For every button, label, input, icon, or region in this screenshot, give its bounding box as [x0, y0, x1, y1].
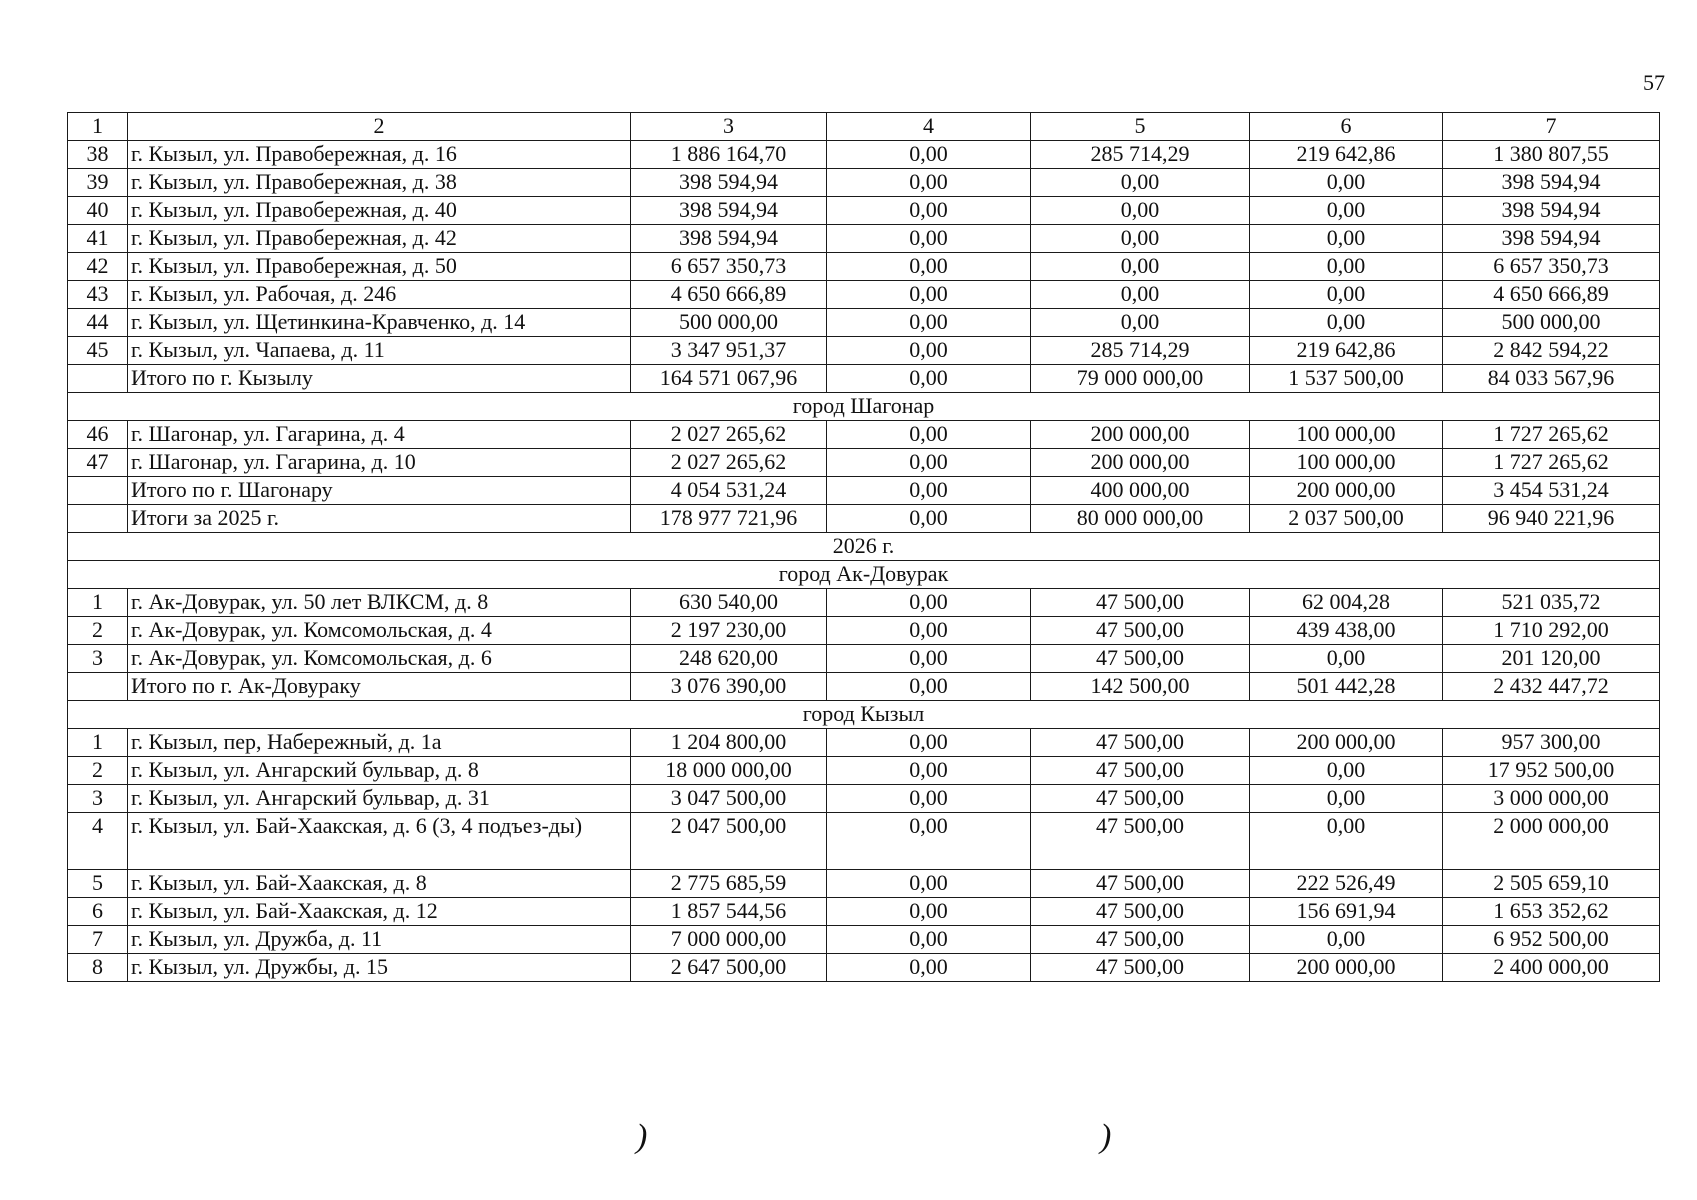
- row-number-cell: [68, 365, 128, 393]
- address-cell: г. Кызыл, ул. Дружба, д. 11: [128, 926, 631, 954]
- amount-col-3-cell: 1 857 544,56: [631, 898, 827, 926]
- amount-col-5-cell: 47 500,00: [1031, 589, 1250, 617]
- amount-col-7-cell: 1 380 807,55: [1443, 141, 1660, 169]
- amount-col-6-cell: 100 000,00: [1250, 421, 1443, 449]
- table-row: [68, 253, 1660, 281]
- column-number-header-row: [68, 113, 1660, 141]
- table-row: [68, 589, 1660, 617]
- amount-col-3-cell: 398 594,94: [631, 169, 827, 197]
- amount-col-3-cell: 7 000 000,00: [631, 926, 827, 954]
- amount-col-7-cell: 2 000 000,00: [1443, 813, 1660, 870]
- amount-col-4-cell: 0,00: [827, 729, 1031, 757]
- amount-col-5-cell: 0,00: [1031, 225, 1250, 253]
- total-row: [68, 673, 1660, 701]
- amount-col-4-cell: 0,00: [827, 169, 1031, 197]
- amount-col-7-cell: 17 952 500,00: [1443, 757, 1660, 785]
- amount-col-7-cell: 1 653 352,62: [1443, 898, 1660, 926]
- section-heading-row: [68, 701, 1660, 729]
- amount-col-5-cell: 80 000 000,00: [1031, 505, 1250, 533]
- amount-col-7-cell: 521 035,72: [1443, 589, 1660, 617]
- row-number-cell: 38: [68, 141, 128, 169]
- row-number-cell: 43: [68, 281, 128, 309]
- section-heading-row: [68, 533, 1660, 561]
- amount-col-7-cell: 398 594,94: [1443, 169, 1660, 197]
- amount-col-4-cell: 0,00: [827, 365, 1031, 393]
- row-number-cell: 45: [68, 337, 128, 365]
- table-row: [68, 225, 1660, 253]
- row-number-cell: 46: [68, 421, 128, 449]
- amount-col-6-cell: 0,00: [1250, 309, 1443, 337]
- row-number-cell: 1: [68, 729, 128, 757]
- amount-col-3-cell: 3 047 500,00: [631, 785, 827, 813]
- address-cell: Итого по г. Кызылу: [128, 365, 631, 393]
- amount-col-4-cell: 0,00: [827, 673, 1031, 701]
- amount-col-7-cell: 2 842 594,22: [1443, 337, 1660, 365]
- amount-col-7-cell: 398 594,94: [1443, 225, 1660, 253]
- row-number-cell: 41: [68, 225, 128, 253]
- amount-col-7-cell: 3 454 531,24: [1443, 477, 1660, 505]
- amount-col-3-cell: 3 347 951,37: [631, 337, 827, 365]
- amount-col-3-cell: 1 886 164,70: [631, 141, 827, 169]
- amount-col-6-cell: 0,00: [1250, 281, 1443, 309]
- amount-col-6-cell: 200 000,00: [1250, 954, 1443, 982]
- table-row: [68, 870, 1660, 898]
- address-cell: г. Кызыл, ул. Правобережная, д. 16: [128, 141, 631, 169]
- amount-col-3-cell: 18 000 000,00: [631, 757, 827, 785]
- amount-col-4-cell: 0,00: [827, 421, 1031, 449]
- amount-col-4-cell: 0,00: [827, 309, 1031, 337]
- amount-col-3-cell: 398 594,94: [631, 197, 827, 225]
- table-row: [68, 729, 1660, 757]
- amount-col-5-cell: 200 000,00: [1031, 449, 1250, 477]
- amount-col-7-cell: 2 505 659,10: [1443, 870, 1660, 898]
- amount-col-5-cell: 0,00: [1031, 309, 1250, 337]
- address-cell: г. Ак-Довурак, ул. Комсомольская, д. 4: [128, 617, 631, 645]
- amount-col-4-cell: 0,00: [827, 477, 1031, 505]
- amount-col-7-cell: 500 000,00: [1443, 309, 1660, 337]
- row-number-cell: [68, 673, 128, 701]
- amount-col-3-cell: 4 054 531,24: [631, 477, 827, 505]
- amount-col-6-cell: 1 537 500,00: [1250, 365, 1443, 393]
- amount-col-6-cell: 219 642,86: [1250, 141, 1443, 169]
- amount-col-3-cell: 630 540,00: [631, 589, 827, 617]
- address-cell: г. Кызыл, ул. Бай-Хаакская, д. 6 (3, 4 подъез-ды): [128, 813, 631, 870]
- row-number-cell: [68, 505, 128, 533]
- address-cell: Итого по г. Шагонару: [128, 477, 631, 505]
- section-heading: город Ак-Довурак: [68, 561, 1660, 589]
- table-row: [68, 898, 1660, 926]
- row-number-cell: 8: [68, 954, 128, 982]
- amount-col-6-cell: 156 691,94: [1250, 898, 1443, 926]
- amount-col-7-cell: 1 727 265,62: [1443, 449, 1660, 477]
- address-cell: Итоги за 2025 г.: [128, 505, 631, 533]
- row-number-cell: 7: [68, 926, 128, 954]
- amount-col-3-cell: 398 594,94: [631, 225, 827, 253]
- address-cell: Итого по г. Ак-Довураку: [128, 673, 631, 701]
- amount-col-6-cell: 2 037 500,00: [1250, 505, 1443, 533]
- address-cell: г. Ак-Довурак, ул. Комсомольская, д. 6: [128, 645, 631, 673]
- table-row: [68, 281, 1660, 309]
- table-row: [68, 617, 1660, 645]
- amount-col-4-cell: 0,00: [827, 253, 1031, 281]
- address-cell: г. Кызыл, ул. Чапаева, д. 11: [128, 337, 631, 365]
- row-number-cell: 2: [68, 757, 128, 785]
- row-number-cell: 47: [68, 449, 128, 477]
- amount-col-3-cell: 2 775 685,59: [631, 870, 827, 898]
- amount-col-4-cell: 0,00: [827, 505, 1031, 533]
- amount-col-7-cell: 957 300,00: [1443, 729, 1660, 757]
- amount-col-6-cell: 0,00: [1250, 813, 1443, 870]
- amount-col-3-cell: 248 620,00: [631, 645, 827, 673]
- amount-col-7-cell: 2 432 447,72: [1443, 673, 1660, 701]
- amount-col-4-cell: 0,00: [827, 225, 1031, 253]
- address-cell: г. Кызыл, ул. Правобережная, д. 50: [128, 253, 631, 281]
- table-body: [68, 113, 1660, 982]
- row-number-cell: [68, 477, 128, 505]
- amount-col-5-cell: 47 500,00: [1031, 954, 1250, 982]
- bottom-mark: ): [636, 1118, 648, 1155]
- amount-col-6-cell: 0,00: [1250, 645, 1443, 673]
- amount-col-6-cell: 0,00: [1250, 757, 1443, 785]
- table-row: [68, 926, 1660, 954]
- address-cell: г. Кызыл, ул. Рабочая, д. 246: [128, 281, 631, 309]
- amount-col-6-cell: 100 000,00: [1250, 449, 1443, 477]
- amount-col-4-cell: 0,00: [827, 617, 1031, 645]
- total-row: [68, 365, 1660, 393]
- amount-col-6-cell: 501 442,28: [1250, 673, 1443, 701]
- amount-col-3-cell: 2 197 230,00: [631, 617, 827, 645]
- amount-col-4-cell: 0,00: [827, 813, 1031, 870]
- row-number-cell: 5: [68, 870, 128, 898]
- row-number-cell: 1: [68, 589, 128, 617]
- table-row: [68, 449, 1660, 477]
- amount-col-7-cell: 1 727 265,62: [1443, 421, 1660, 449]
- header-cell: 3: [631, 113, 827, 141]
- section-heading-row: [68, 561, 1660, 589]
- address-cell: г. Кызыл, ул. Щетинкина-Кравченко, д. 14: [128, 309, 631, 337]
- header-cell: 7: [1443, 113, 1660, 141]
- amount-col-7-cell: 4 650 666,89: [1443, 281, 1660, 309]
- table-row: [68, 309, 1660, 337]
- amount-col-7-cell: 398 594,94: [1443, 197, 1660, 225]
- address-cell: г. Кызыл, ул. Правобережная, д. 40: [128, 197, 631, 225]
- address-cell: г. Кызыл, ул. Дружбы, д. 15: [128, 954, 631, 982]
- address-cell: г. Кызыл, ул. Правобережная, д. 38: [128, 169, 631, 197]
- row-number-cell: 2: [68, 617, 128, 645]
- amount-col-6-cell: 0,00: [1250, 785, 1443, 813]
- amount-col-4-cell: 0,00: [827, 785, 1031, 813]
- table-row: [68, 813, 1660, 870]
- amount-col-4-cell: 0,00: [827, 449, 1031, 477]
- row-number-cell: 39: [68, 169, 128, 197]
- row-number-cell: 6: [68, 898, 128, 926]
- amount-col-5-cell: 400 000,00: [1031, 477, 1250, 505]
- amount-col-3-cell: 178 977 721,96: [631, 505, 827, 533]
- amount-col-5-cell: 285 714,29: [1031, 141, 1250, 169]
- amount-col-3-cell: 2 027 265,62: [631, 449, 827, 477]
- table-row: [68, 141, 1660, 169]
- header-cell: 1: [68, 113, 128, 141]
- amount-col-5-cell: 0,00: [1031, 169, 1250, 197]
- section-heading: город Шагонар: [68, 393, 1660, 421]
- table-row: [68, 169, 1660, 197]
- table-row: [68, 785, 1660, 813]
- table-row: [68, 337, 1660, 365]
- amount-col-7-cell: 96 940 221,96: [1443, 505, 1660, 533]
- address-cell: г. Шагонар, ул. Гагарина, д. 10: [128, 449, 631, 477]
- amount-col-6-cell: 200 000,00: [1250, 729, 1443, 757]
- table-row: [68, 421, 1660, 449]
- amount-col-3-cell: 1 204 800,00: [631, 729, 827, 757]
- amount-col-4-cell: 0,00: [827, 141, 1031, 169]
- section-heading: 2026 г.: [68, 533, 1660, 561]
- table-row: [68, 954, 1660, 982]
- amount-col-5-cell: 0,00: [1031, 253, 1250, 281]
- amount-col-6-cell: 222 526,49: [1250, 870, 1443, 898]
- amount-col-7-cell: 2 400 000,00: [1443, 954, 1660, 982]
- section-heading: город Кызыл: [68, 701, 1660, 729]
- amount-col-6-cell: 219 642,86: [1250, 337, 1443, 365]
- table-row: [68, 197, 1660, 225]
- amount-col-5-cell: 47 500,00: [1031, 757, 1250, 785]
- address-cell: г. Кызыл, ул. Бай-Хаакская, д. 8: [128, 870, 631, 898]
- amount-col-5-cell: 47 500,00: [1031, 617, 1250, 645]
- address-cell: г. Кызыл, ул. Ангарский бульвар, д. 8: [128, 757, 631, 785]
- amount-col-5-cell: 47 500,00: [1031, 785, 1250, 813]
- amount-col-6-cell: 0,00: [1250, 169, 1443, 197]
- amount-col-4-cell: 0,00: [827, 589, 1031, 617]
- amount-col-7-cell: 1 710 292,00: [1443, 617, 1660, 645]
- header-cell: 4: [827, 113, 1031, 141]
- section-heading-row: [68, 393, 1660, 421]
- page-number: 57: [1643, 70, 1665, 95]
- amount-col-7-cell: 201 120,00: [1443, 645, 1660, 673]
- amount-col-4-cell: 0,00: [827, 898, 1031, 926]
- amount-col-3-cell: 6 657 350,73: [631, 253, 827, 281]
- amount-col-5-cell: 200 000,00: [1031, 421, 1250, 449]
- total-row: [68, 477, 1660, 505]
- address-cell: г. Ак-Довурак, ул. 50 лет ВЛКСМ, д. 8: [128, 589, 631, 617]
- amount-col-6-cell: 0,00: [1250, 225, 1443, 253]
- amount-col-4-cell: 0,00: [827, 645, 1031, 673]
- amount-col-6-cell: 439 438,00: [1250, 617, 1443, 645]
- header-cell: 2: [128, 113, 631, 141]
- row-number-cell: 3: [68, 785, 128, 813]
- amount-col-5-cell: 47 500,00: [1031, 813, 1250, 870]
- amount-col-3-cell: 3 076 390,00: [631, 673, 827, 701]
- amount-col-3-cell: 2 047 500,00: [631, 813, 827, 870]
- table-row: [68, 645, 1660, 673]
- amount-col-6-cell: 0,00: [1250, 253, 1443, 281]
- amount-col-4-cell: 0,00: [827, 954, 1031, 982]
- amount-col-3-cell: 2 647 500,00: [631, 954, 827, 982]
- table-row: [68, 757, 1660, 785]
- amount-col-5-cell: 47 500,00: [1031, 729, 1250, 757]
- address-cell: г. Кызыл, ул. Ангарский бульвар, д. 31: [128, 785, 631, 813]
- amount-col-3-cell: 2 027 265,62: [631, 421, 827, 449]
- amount-col-7-cell: 3 000 000,00: [1443, 785, 1660, 813]
- funding-table: [67, 112, 1660, 982]
- total-row: [68, 505, 1660, 533]
- amount-col-6-cell: 0,00: [1250, 197, 1443, 225]
- row-number-cell: 3: [68, 645, 128, 673]
- address-cell: г. Кызыл, пер, Набережный, д. 1а: [128, 729, 631, 757]
- bottom-mark: ): [1100, 1118, 1112, 1155]
- address-cell: г. Кызыл, ул. Бай-Хаакская, д. 12: [128, 898, 631, 926]
- address-cell: г. Кызыл, ул. Правобережная, д. 42: [128, 225, 631, 253]
- amount-col-3-cell: 500 000,00: [631, 309, 827, 337]
- amount-col-4-cell: 0,00: [827, 337, 1031, 365]
- amount-col-5-cell: 79 000 000,00: [1031, 365, 1250, 393]
- amount-col-4-cell: 0,00: [827, 926, 1031, 954]
- amount-col-4-cell: 0,00: [827, 757, 1031, 785]
- row-number-cell: 4: [68, 813, 128, 870]
- address-cell: г. Шагонар, ул. Гагарина, д. 4: [128, 421, 631, 449]
- row-number-cell: 40: [68, 197, 128, 225]
- amount-col-3-cell: 4 650 666,89: [631, 281, 827, 309]
- amount-col-5-cell: 142 500,00: [1031, 673, 1250, 701]
- amount-col-6-cell: 62 004,28: [1250, 589, 1443, 617]
- header-cell: 5: [1031, 113, 1250, 141]
- amount-col-6-cell: 200 000,00: [1250, 477, 1443, 505]
- amount-col-5-cell: 47 500,00: [1031, 926, 1250, 954]
- amount-col-7-cell: 6 952 500,00: [1443, 926, 1660, 954]
- amount-col-5-cell: 47 500,00: [1031, 645, 1250, 673]
- amount-col-5-cell: 47 500,00: [1031, 898, 1250, 926]
- amount-col-5-cell: 0,00: [1031, 281, 1250, 309]
- amount-col-5-cell: 285 714,29: [1031, 337, 1250, 365]
- amount-col-5-cell: 47 500,00: [1031, 870, 1250, 898]
- row-number-cell: 42: [68, 253, 128, 281]
- amount-col-7-cell: 84 033 567,96: [1443, 365, 1660, 393]
- amount-col-5-cell: 0,00: [1031, 197, 1250, 225]
- amount-col-6-cell: 0,00: [1250, 926, 1443, 954]
- amount-col-7-cell: 6 657 350,73: [1443, 253, 1660, 281]
- amount-col-3-cell: 164 571 067,96: [631, 365, 827, 393]
- amount-col-4-cell: 0,00: [827, 197, 1031, 225]
- amount-col-4-cell: 0,00: [827, 281, 1031, 309]
- row-number-cell: 44: [68, 309, 128, 337]
- header-cell: 6: [1250, 113, 1443, 141]
- amount-col-4-cell: 0,00: [827, 870, 1031, 898]
